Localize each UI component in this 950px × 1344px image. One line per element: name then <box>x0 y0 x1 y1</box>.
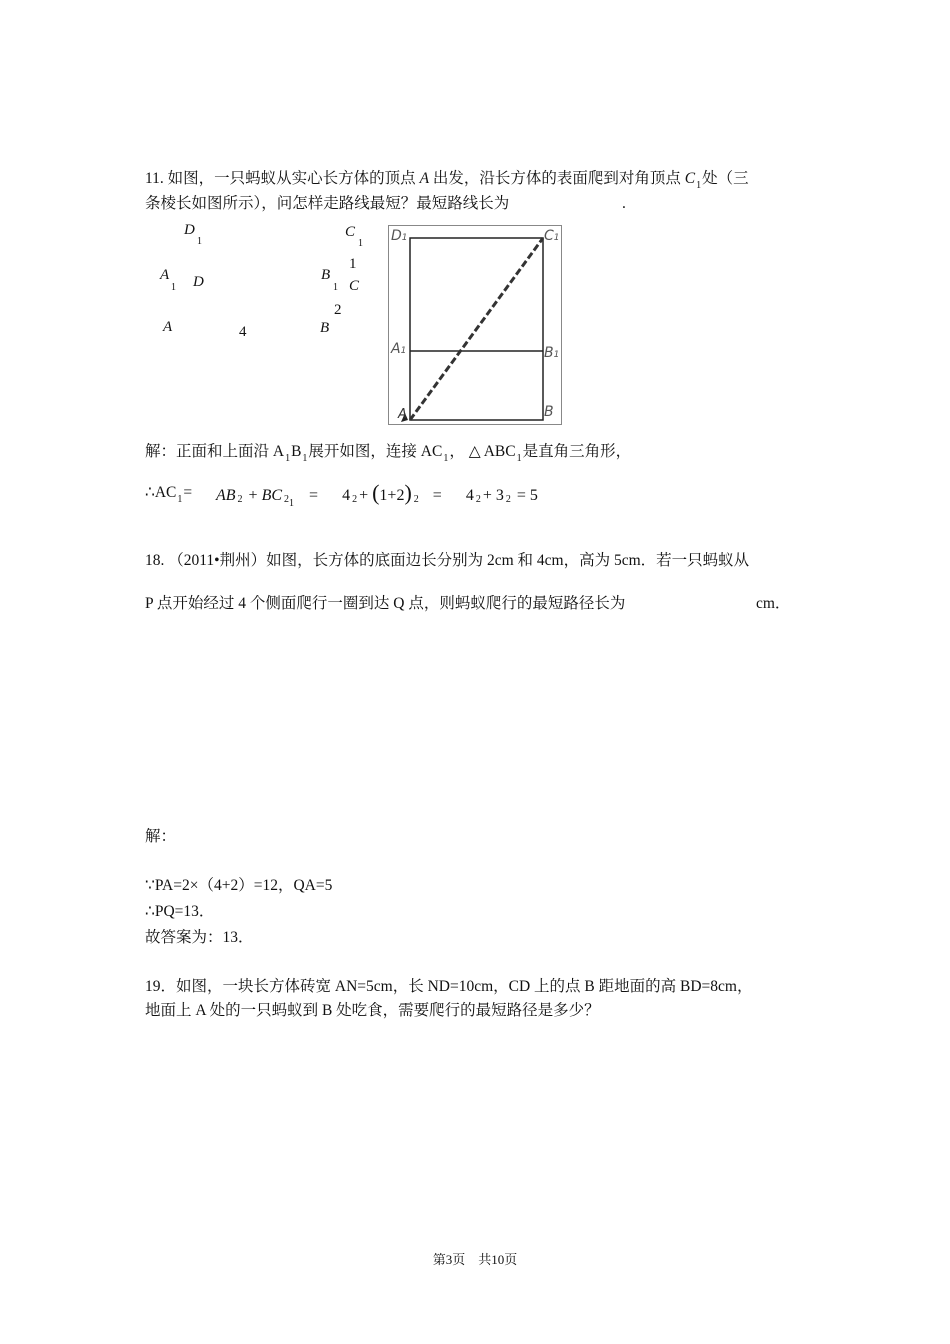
formula-bc: BC <box>261 487 283 504</box>
label-b1-sub: 1 <box>333 282 338 293</box>
triangle-symbol: △ <box>468 443 481 460</box>
sol11-line2-lhs <box>145 483 192 505</box>
sol11-formula <box>216 480 538 506</box>
sol18-label: 解： <box>145 828 177 845</box>
label-a: A <box>163 319 173 335</box>
formula-4b: 4 <box>465 487 474 504</box>
formula-plus-3: + <box>482 487 492 504</box>
formula-ab: AB <box>216 487 236 504</box>
label-d1-sub: 1 <box>197 236 202 247</box>
label-d: D <box>193 274 204 290</box>
edge-length-2: 2 <box>334 302 342 318</box>
formula-eq-2: = <box>432 487 442 504</box>
sol18-line2: ∴PQ=13． <box>145 903 215 920</box>
q11-point-c-sub: 1 <box>696 180 702 191</box>
sol18-line3: 故答案为：13． <box>145 929 254 946</box>
q11-text-b: 出发，沿长方体的表面爬到对角顶点 <box>432 170 681 187</box>
q18-unit: cm． <box>756 595 791 612</box>
q19-line1: 19．如图，一块长方体砖宽 AN=5cm，长 ND=10cm，CD 上的点 B 距地面的高 BD=8cm， <box>145 978 753 995</box>
label-b: B <box>320 320 330 336</box>
q11-line1 <box>145 169 749 191</box>
formula-plus-1: + <box>248 487 258 504</box>
formula-exp-3: 2 <box>352 494 358 505</box>
sol11-text-c: 展开如图，连接 AC <box>308 443 443 460</box>
sol11-text-d: ， <box>449 443 465 460</box>
q18-line1: 18. （2011•荆州）如图，长方体的底面边长分别为 2cm 和 4cm，高为 5cm．若一只蚂蚁从 <box>145 552 750 569</box>
q11-text-a: 11. 如图，一只蚂蚁从实心长方体的顶点 <box>145 170 416 187</box>
sol11-therefore-ac: ∴AC <box>145 484 177 501</box>
sol18-line1: ∵PA=2×（4+2）=12，QA=5 <box>145 877 333 894</box>
label-a1-sub: 1 <box>171 282 176 293</box>
formula-exp-1: 2 <box>237 494 243 505</box>
edge-length-4: 4 <box>239 324 247 340</box>
formula-lparen: ( <box>372 480 380 505</box>
label-b1: B <box>321 267 331 283</box>
formula-exp-5: 2 <box>475 494 481 505</box>
q11-point-a: A <box>419 170 430 187</box>
shortest-path-ac1 <box>410 238 543 420</box>
q11-point-c: C <box>684 170 696 187</box>
q18-line2: P 点开始经过 4 个侧面爬行一圈到达 Q 点，则蚂蚁爬行的最短路径长为 <box>145 595 626 612</box>
net-label-d1: D1 <box>391 228 408 244</box>
net-label-b: B <box>544 404 554 420</box>
formula-rparen: ) <box>404 480 412 505</box>
sol11-text-b: B <box>291 443 302 460</box>
sol11-sub2: 1 <box>302 453 308 464</box>
net-label-a1: A1 <box>391 341 407 357</box>
q11-line2-end: . <box>622 195 626 212</box>
q19-line2: 地面上 A 处的一只蚂蚁到 B 处吃食，需要爬行的最短路径是多少？ <box>145 1002 600 1019</box>
sol11-sub4: 1 <box>516 453 522 464</box>
formula-plus-2: + <box>359 487 369 504</box>
net-label-b1: B1 <box>544 345 560 361</box>
sol11-ac-sub: 1 <box>177 494 183 505</box>
net-label-a: A <box>398 407 407 422</box>
sol11-line1 <box>145 442 631 464</box>
net-label-c1: C1 <box>544 228 560 244</box>
sol11-text-f: 是直角三角形， <box>522 443 632 460</box>
sol11-text-e: ABC <box>483 443 516 460</box>
fig11-net-svg <box>389 226 561 424</box>
formula-result: = 5 <box>516 487 538 504</box>
formula-eq-1: = <box>309 487 319 504</box>
label-a1: A <box>160 267 170 283</box>
formula-exp-4: 2 <box>413 494 419 505</box>
formula-4: 4 <box>342 487 351 504</box>
sol11-sub1: 1 <box>285 453 291 464</box>
formula-exp-2: 2 <box>284 494 290 505</box>
sol11-equals: = <box>183 484 193 501</box>
label-c: C <box>349 278 360 294</box>
label-c1-sub: 1 <box>358 238 363 249</box>
q11-line2 <box>145 194 509 214</box>
sol11-text-a: 解：正面和上面沿 A <box>145 443 285 460</box>
edge-length-1: 1 <box>349 256 357 272</box>
formula-3: 3 <box>495 487 504 504</box>
page-footer: 第3页 共10页 <box>432 1252 518 1267</box>
q11-text-c: 处（三 <box>702 170 749 187</box>
sol11-sub3: 1 <box>443 453 449 464</box>
formula-exp-6: 2 <box>505 494 511 505</box>
formula-inner: 1+2 <box>379 487 405 504</box>
fig11-unfolded-net <box>388 225 562 425</box>
q11-line2-text: 条棱长如图所示），问怎样走路线最短？最短路线长为 <box>145 195 510 212</box>
label-c1: C <box>345 224 356 240</box>
formula-bc-sub: 1 <box>289 498 294 509</box>
label-d1: D <box>184 222 195 238</box>
